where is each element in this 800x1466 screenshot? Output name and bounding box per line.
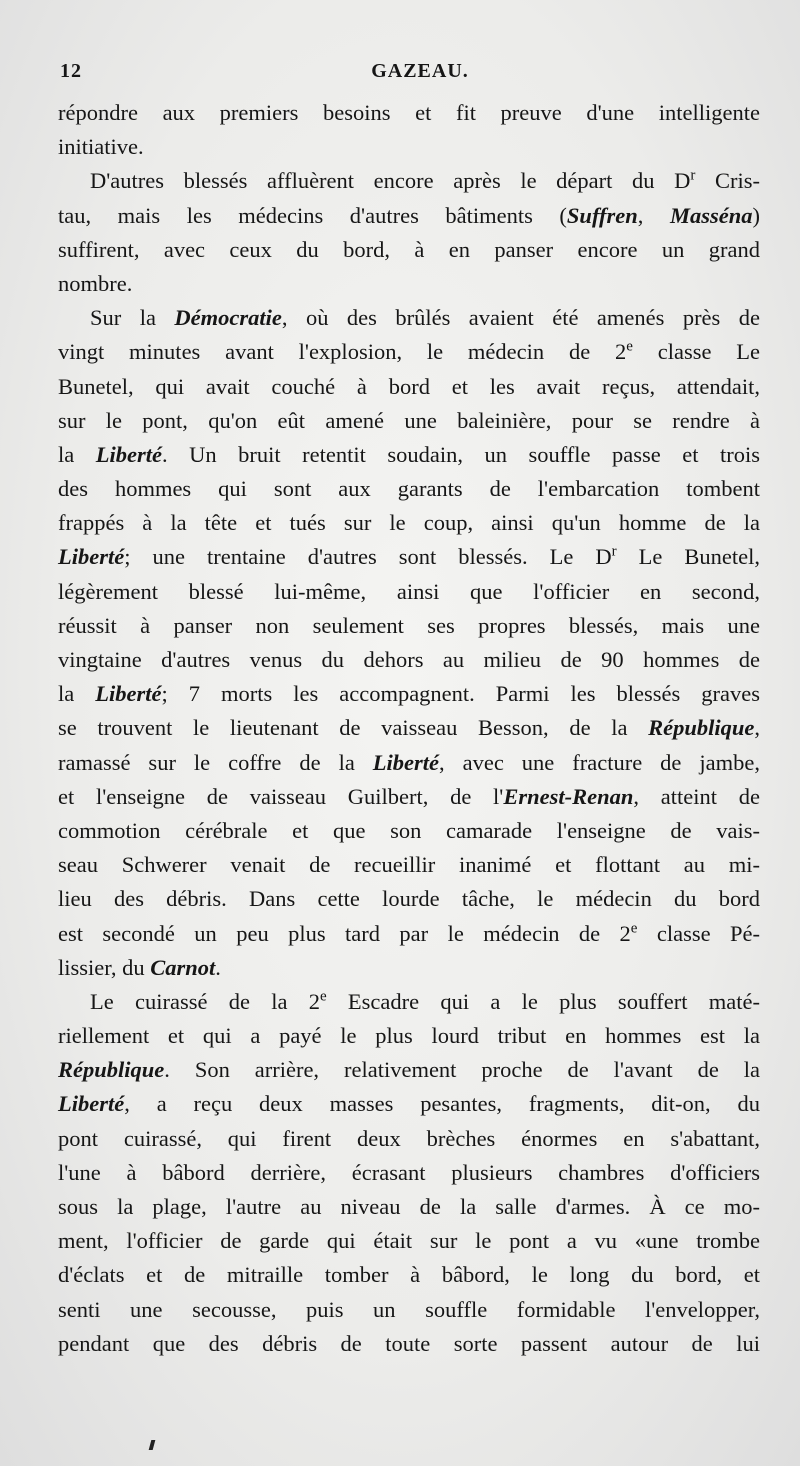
italic-text: République	[648, 715, 755, 741]
text-line: la Liberté. Un bruit retentit soudain, un souffle passe et trois	[58, 441, 760, 467]
italic-text: Liberté	[95, 681, 162, 707]
text-line: Liberté; une trentaine d'autres sont blessés. Le $D^r$ Le Bunetel,	[58, 543, 760, 570]
italic-text: Liberté	[372, 749, 440, 775]
italic-text: République	[58, 1057, 165, 1083]
text-line: est secondé un peu plus tard par le médecin de 2e classe Pé-	[58, 920, 761, 946]
text-line: vingtaine d'autres venus du dehors au milieu de 90 hommes de	[58, 647, 760, 672]
running-head: GAZEAU.	[371, 60, 469, 82]
superscript: e	[319, 988, 327, 1005]
text-line: légèrement blessé lui-même, ainsi que l'officier en second,	[58, 578, 760, 604]
superscript: e	[630, 920, 638, 936]
italic-text: Ernest-Renan	[503, 783, 634, 809]
text-line: commotion cérébrale et que son camarade l'enseigne de vais-	[58, 817, 760, 843]
text-line: pont cuirassé, qui firent deux brèches énormes en s'abattant,	[58, 1125, 760, 1151]
text-line: initiative.	[58, 134, 144, 160]
text-line: sous la plage, l'autre au niveau de la salle d'armes. À ce mo-	[58, 1194, 760, 1219]
text-line: tau, mais les médecins d'autres bâtiments (Suffren, Masséna)	[58, 202, 761, 228]
text-line: Le cuirassé de la 2e Escadre qui a le plus souffert maté-	[90, 988, 760, 1014]
text-line: la Liberté; 7 morts les accompagnent. Parmi les blessés graves	[58, 681, 760, 707]
text-line: riellement et qui a payé le plus lourd tribut en hommes est la	[58, 1023, 760, 1049]
body-text	[58, 96, 760, 1361]
text-line: D'autres blessés affluèrent encore après le départ du $D^r$ Cris-	[90, 167, 760, 194]
ink-mark	[149, 1440, 156, 1450]
text-line: Liberté, a reçu deux masses pesantes, fragments, dit-on, du	[58, 1091, 760, 1117]
italic-text: Carnot	[150, 954, 216, 980]
text-line: République. Son arrière, relativement proche de l'avant de la	[58, 1057, 760, 1083]
text-line: et l'enseigne de vaisseau Guilbert, de l'Ernest-Renan, atteint de	[58, 783, 760, 809]
text-line: pendant que des débris de toute sorte passent autour de lui	[58, 1330, 760, 1356]
text-line: se trouvent le lieutenant de vaisseau Besson, de la République,	[58, 715, 760, 741]
superscript: e	[626, 338, 633, 355]
italic-text: Suffren	[566, 202, 638, 228]
text-line: d'éclats et de mitraille tomber à bâbord, le long du bord, et	[58, 1262, 760, 1288]
text-line: nombre.	[58, 270, 133, 296]
text-line: seau Schwerer venait de recueillir inanimé et flottant au mi-	[58, 852, 760, 878]
text-line: réussit à panser non seulement ses propres blessés, mais une	[58, 612, 760, 638]
text-line: lieu des débris. Dans cette lourde tâche, le médecin du bord	[58, 886, 760, 912]
text-line: répondre aux premiers besoins et fit preuve d'une intelligente	[58, 100, 760, 125]
text-line: Bunetel, qui avait couché à bord et les avait reçus, attendait,	[58, 373, 760, 399]
superscript: r	[690, 167, 696, 184]
text-line: frappés à la tête et tués sur le coup, ainsi qu'un homme de la	[58, 510, 760, 536]
page-number: 12	[60, 60, 82, 82]
italic-text: Démocratie	[174, 305, 282, 331]
italic-text: Liberté	[58, 544, 125, 570]
superscript: r	[611, 543, 617, 560]
italic-text: Liberté	[58, 1091, 125, 1117]
text-line: l'une à bâbord derrière, écrasant plusieurs chambres d'officiers	[58, 1159, 760, 1185]
text-line: senti une secousse, puis un souffle formidable l'envelopper,	[58, 1296, 760, 1322]
text-line: sur le pont, qu'on eût amené une baleinière, pour se rendre à	[58, 407, 760, 433]
text-line: des hommes qui sont aux garants de l'embarcation tombent	[58, 476, 760, 502]
text-line: vingt minutes avant l'explosion, le médecin de 2e classe Le	[58, 338, 760, 365]
text-line: suffirent, avec ceux du bord, à en panser encore un grand	[58, 236, 760, 262]
italic-text: Masséna	[669, 202, 753, 228]
italic-text: Liberté	[95, 441, 162, 467]
text-line: ment, l'officier de garde qui était sur le pont a vu «une trombe	[58, 1228, 760, 1254]
text-line: Sur la Démocratie, où des brûlés avaient été amenés près de	[90, 305, 760, 331]
text-line: lissier, du Carnot.	[58, 954, 221, 980]
text-line: ramassé sur le coffre de la Liberté, avec une fracture de jambe,	[58, 749, 760, 775]
page-header	[60, 60, 760, 90]
